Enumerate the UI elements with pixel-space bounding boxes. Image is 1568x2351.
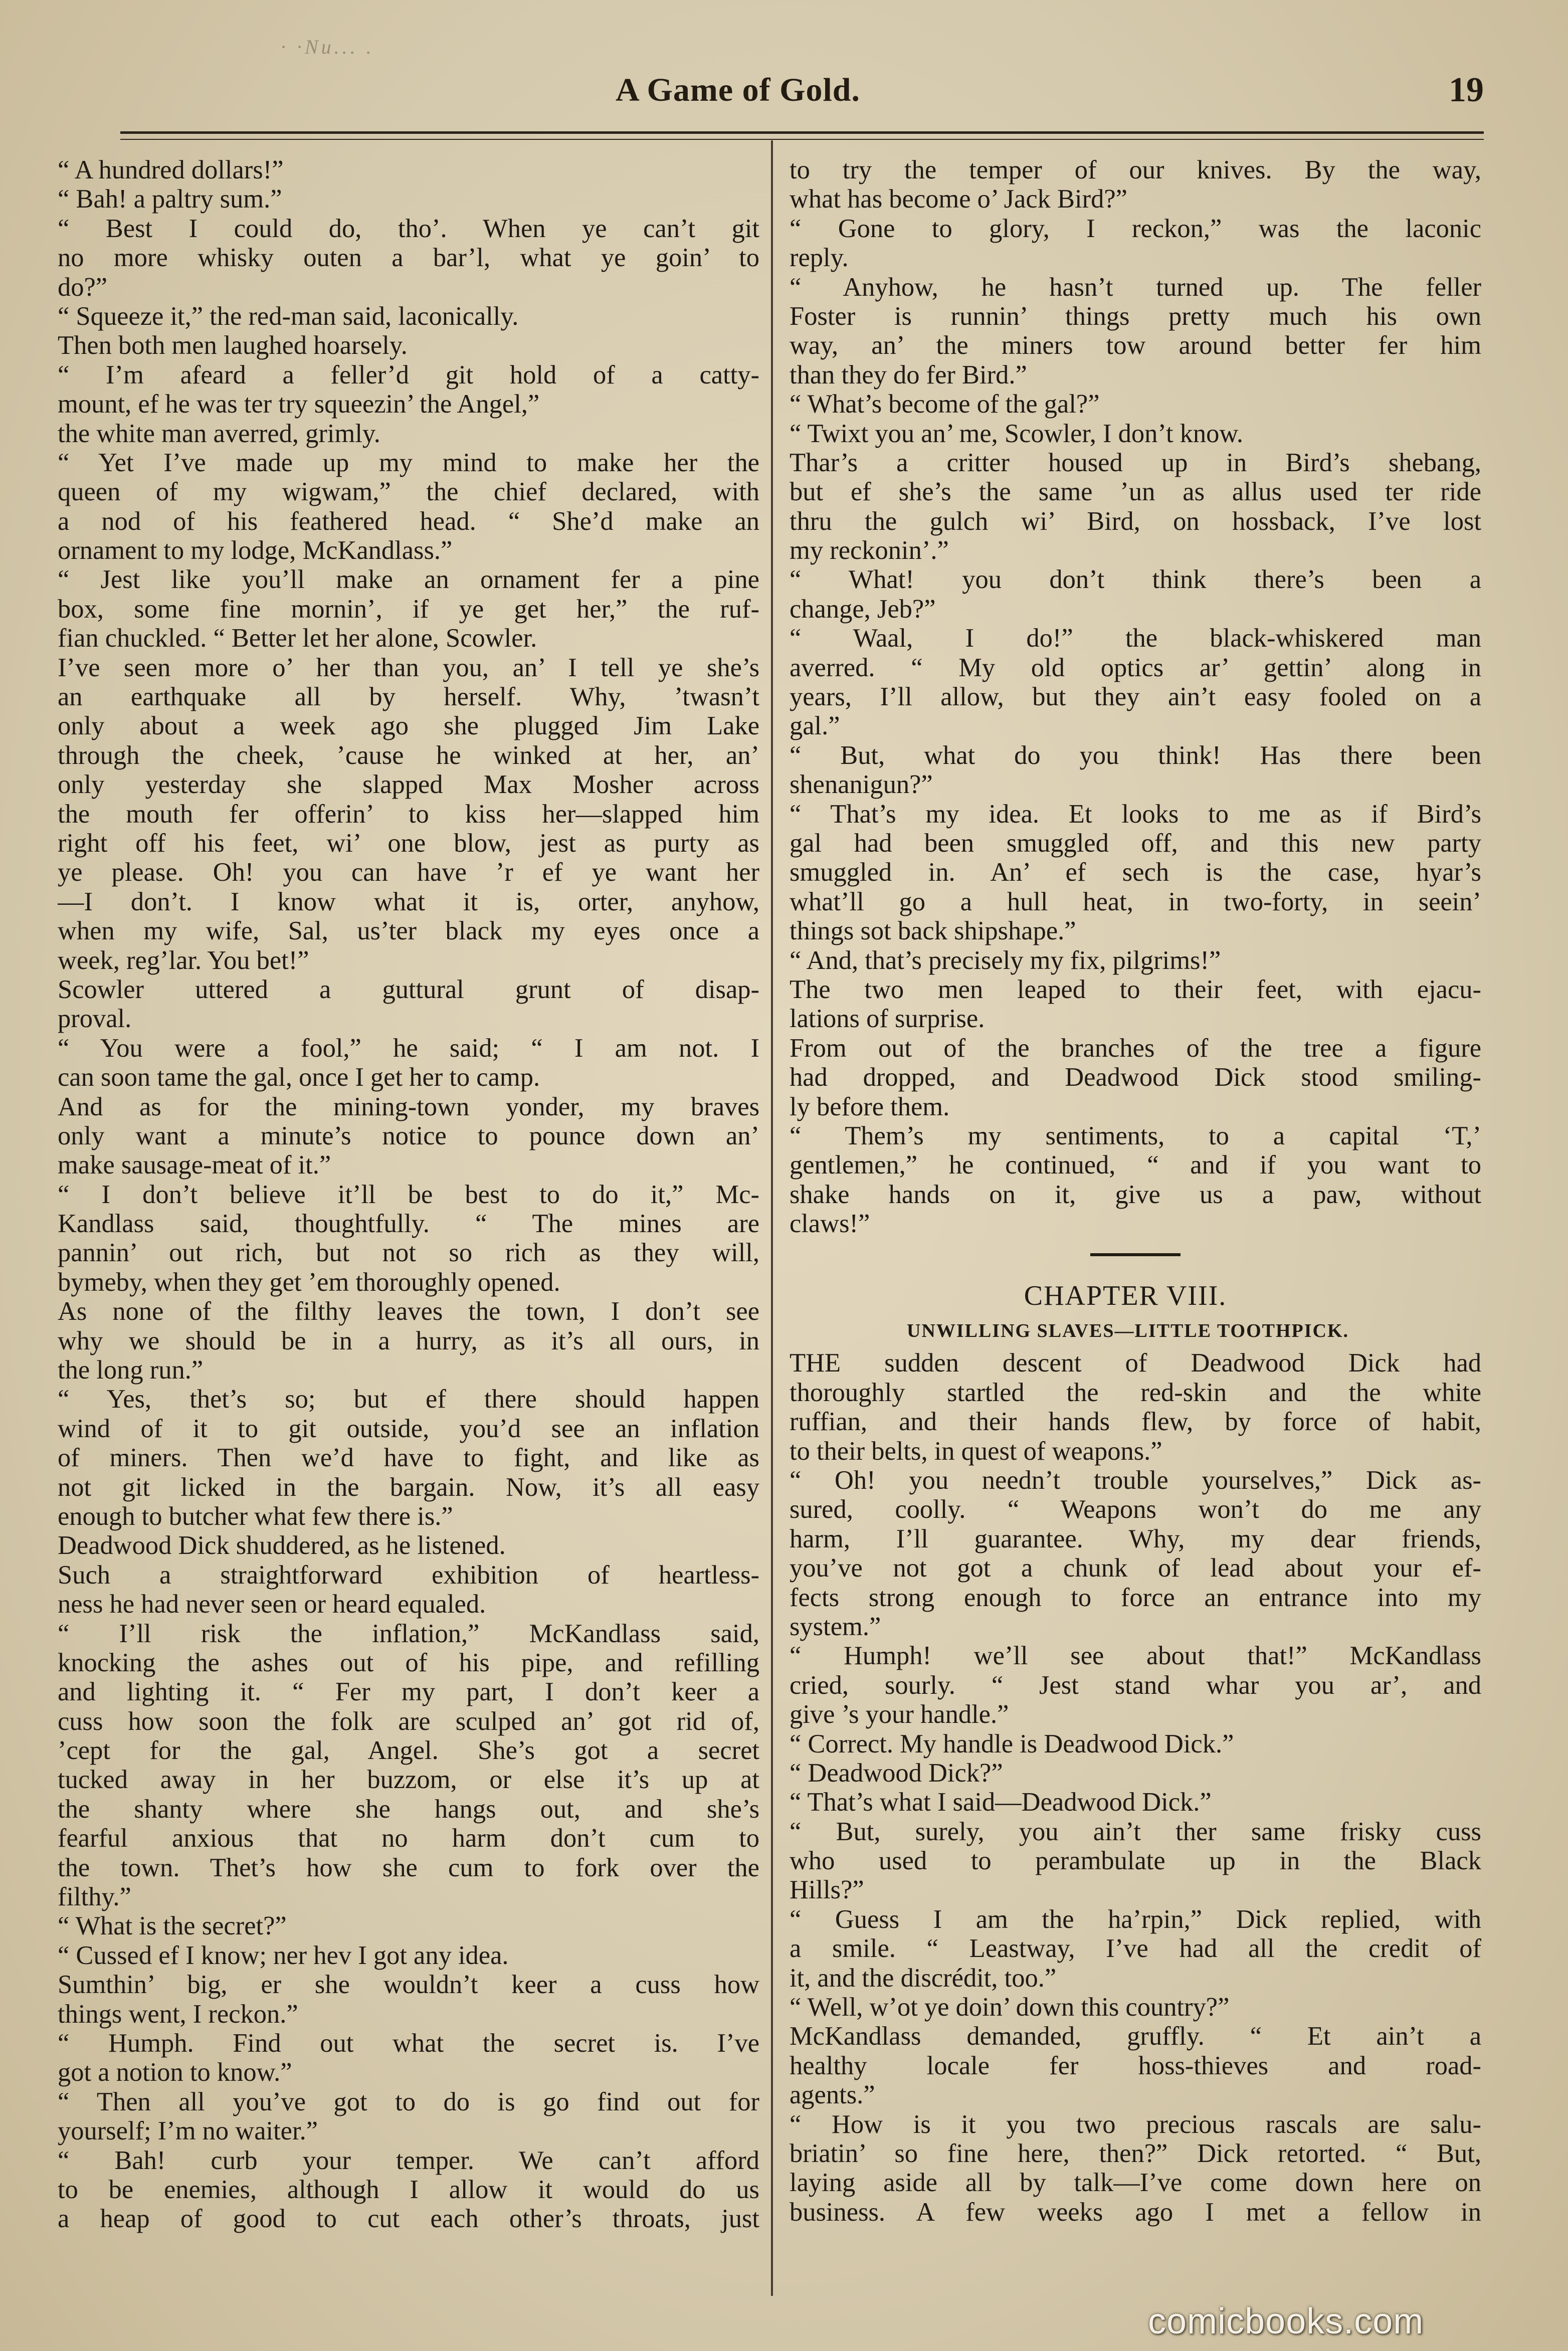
text-line: fian chuckled. “ Better let her alone, Scowler. [58,624,537,653]
text-line: “ Yet I’ve made up my mind to make her the [58,448,759,477]
text-line: Kandlass said, thoughtfully. “ The mines are [58,1209,759,1239]
text-line: “ Humph! we’ll see about that!” McKandlass [790,1641,1481,1671]
text-line: ornament to my lodge, McKandlass.” [58,536,453,565]
text-line: “ How is it you two precious rascals are salu- [790,2109,1481,2139]
text-line: “ Squeeze it,” the red-man said, laconically. [58,301,519,331]
chapter-subtitle: UNWILLING SLAVES—LITTLE TOOTHPICK. [906,1320,1349,1342]
text-line: “ Anyhow, he hasn’t turned up. The feller [790,272,1481,302]
text-line: pannin’ out rich, but not so rich as they will, [58,1238,759,1268]
text-line: a nod of his feathered head. “ She’d make an [58,506,759,536]
text-line: business. A few weeks ago I met a fellow in [790,2197,1481,2227]
text-line: shake hands on it, give us a paw, without [790,1180,1481,1209]
text-line: years, I’ll allow, but they ain’t easy fooled on a [790,682,1481,712]
text-line: “ Gone to glory, I reckon,” was the laconic [790,214,1481,243]
running-title: A Game of Gold. [616,72,860,108]
text-line: Hills?” [790,1875,864,1905]
text-line: “ What! you don’t think there’s been a [790,565,1481,595]
text-line: “ But, surely, you ain’t ther same frisky cuss [790,1817,1481,1846]
text-line: thoroughly startled the red-skin and the white [790,1378,1481,1407]
text-line: to try the temper of our knives. By the way, [790,155,1481,184]
text-line: “ Jest like you’ll make an ornament fer a pine [58,565,759,595]
text-line: my reckonin’.” [790,536,949,565]
text-line: you’ve not got a chunk of lead about your ef- [790,1553,1481,1583]
text-line: Foster is runnin’ things pretty much his own [790,301,1481,331]
text-line: “ Guess I am the ha’rpin,” Dick replied, with [790,1904,1481,1934]
header-smudge: · ·Nu... . [281,36,374,58]
text-line: “ Then all you’ve got to do is go find out for [58,2087,759,2116]
text-line: but ef she’s the same ’un as allus used ter ride [790,477,1481,507]
text-line: ness he had never seen or heard equaled. [58,1590,486,1619]
text-line: only yesterday she slapped Max Mosher across [58,770,759,800]
chapter-separator-rule [1090,1253,1181,1256]
text-line: only want a minute’s notice to pounce down an’ [58,1121,759,1150]
text-line: change, Jeb?” [790,594,936,624]
text-line: reply. [790,243,849,273]
text-line: “ Twixt you an’ me, Scowler, I don’t know. [790,419,1244,448]
text-line: McKandlass demanded, gruffly. “ Et ain’t a [790,2022,1481,2051]
text-line: do?” [58,272,108,302]
right-column-text-before-chapter [790,155,1481,1238]
text-line: system.” [790,1612,881,1641]
text-line: than they do fer Bird.” [790,360,1027,389]
header-rule [120,131,1484,140]
text-line: through the cheek, ’cause he winked at her, an’ [58,740,759,770]
text-line: queen of my wigwam,” the chief declared, with [58,477,759,507]
text-line: Then both men laughed hoarsely. [58,331,408,360]
text-line: “ Humph. Find out what the secret is. I’ve [58,2029,759,2058]
text-line: fects strong enough to force an entrance into my [790,1583,1481,1612]
chapter-heading: CHAPTER VIII. [1024,1280,1227,1312]
text-line: the mouth fer offerin’ to kiss her—slapped him [58,799,759,829]
text-line: “ What’s become of the gal?” [790,389,1100,419]
text-line: a smile. “ Leastway, I’ve had all the credit of [790,1934,1481,1964]
text-line: enough to butcher what few there is.” [58,1501,453,1531]
text-line: right off his feet, wi’ one blow, jest as purty as [58,828,759,858]
text-line: “ Yes, thet’s so; but ef there should happen [58,1385,759,1414]
text-line: smuggled in. An’ ef sech is the case, hyar’s [790,858,1481,887]
text-line: “ That’s what I said—Deadwood Dick.” [790,1788,1212,1817]
text-line: “ I’m afeard a feller’d git hold of a catty- [58,360,759,389]
text-line: the long run.” [58,1355,204,1385]
text-line: “ Deadwood Dick?” [790,1758,1003,1788]
left-column [58,155,759,2281]
text-line: “ Oh! you needn’t trouble yourselves,” Dick as- [790,1466,1481,1495]
text-line: “ And, that’s precisely my fix, pilgrims!” [790,945,1221,975]
text-line: things went, I reckon.” [58,1999,298,2029]
text-line: averred. “ My old optics ar’ gettin’ along in [790,653,1481,682]
text-line: wind of it to git outside, you’d see an inflation [58,1414,759,1443]
text-line: agents.” [790,2080,875,2110]
text-line: knocking the ashes out of his pipe, and refilling [58,1648,759,1677]
text-line: tucked away in her buzzom, or else it’s up at [58,1765,759,1795]
text-line: “ But, what do you think! Has there been [790,740,1481,770]
text-line: “ I don’t believe it’ll be best to do it,” Mc- [58,1180,759,1209]
text-line: the shanty where she hangs out, and she’s [58,1794,759,1824]
text-line: “ What is the secret?” [58,1911,287,1941]
text-line: thru the gulch wi’ Bird, on hossback, I’ve lost [790,506,1481,536]
text-line: can soon tame the gal, once I get her to camp. [58,1063,540,1092]
text-line: had dropped, and Deadwood Dick stood smiling- [790,1063,1481,1092]
text-line: Scowler uttered a guttural grunt of disap- [58,974,759,1004]
text-line: Sumthin’ big, er she wouldn’t keer a cuss how [58,1970,759,2000]
text-line: The two men leaped to their feet, with ejacu- [790,974,1481,1004]
text-line: ’cept for the gal, Angel. She’s got a secret [58,1736,759,1766]
right-column-text-after-chapter [790,1348,1481,2227]
text-line: cried, sourly. “ Jest stand whar you ar’, and [790,1670,1481,1700]
text-line: “ Them’s my sentiments, to a capital ‘T,’ [790,1121,1481,1150]
text-line: “ Waal, I do!” the black-whiskered man [790,624,1481,653]
text-line: what has become o’ Jack Bird?” [790,184,1127,214]
text-line: to be enemies, although I allow it would do us [58,2175,759,2204]
text-line: why we should be in a hurry, as it’s all ours, in [58,1326,759,1355]
text-line: gal had been smuggled off, and this new party [790,828,1481,858]
text-line: who used to perambulate up in the Black [790,1846,1481,1876]
text-line: bymeby, when they get ’em thoroughly opened. [58,1267,560,1297]
text-line: briatin’ so fine here, then?” Dick retorted. “ But, [790,2139,1481,2168]
text-line: give ’s your handle.” [790,1700,1009,1729]
text-line: “ Cussed ef I know; ner hev I got any idea. [58,1940,509,1970]
text-line: the white man averred, grimly. [58,419,380,448]
page-number: 19 [1449,71,1484,109]
text-line: And as for the mining-town yonder, my braves [58,1092,759,1121]
right-column [790,155,1481,2281]
text-line: sured, coolly. “ Weapons won’t do me any [790,1495,1481,1524]
text-line: ly before them. [790,1092,950,1121]
text-line: yourself; I’m no waiter.” [58,2116,318,2146]
text-line: got a notion to know.” [58,2058,292,2087]
text-line: “ Best I could do, tho’. When ye can’t git [58,214,759,243]
text-line: filthy.” [58,1882,131,1912]
site-watermark: comicbooks.com [1148,2301,1424,2341]
text-line: a heap of good to cut each other’s throats, just [58,2204,759,2234]
text-line: only about a week ago she plugged Jim Lake [58,711,759,741]
text-line: no more whisky outen a bar’l, what ye goin’ to [58,243,759,273]
text-line: Such a straightforward exhibition of heartless- [58,1560,759,1590]
text-line: Deadwood Dick shuddered, as he listened. [58,1531,506,1560]
text-line: laying aside all by talk—I’ve come down here on [790,2168,1481,2198]
text-line: cuss how soon the folk are sculped an’ got rid of, [58,1706,759,1736]
text-line: Thar’s a critter housed up in Bird’s shebang, [790,448,1481,477]
text-line: “ Bah! a paltry sum.” [58,184,282,214]
text-line: “ That’s my idea. Et looks to me as if Bird’s [790,799,1481,829]
text-line: “ A hundred dollars!” [58,155,284,184]
text-line: shenanigun?” [790,770,933,800]
text-line: make sausage-meat of it.” [58,1150,331,1180]
text-line: “ You were a fool,” he said; “ I am not. I [58,1033,759,1063]
text-line: and lighting it. “ Fer my part, I don’t keer a [58,1677,759,1707]
text-line: when my wife, Sal, us’ter black my eyes once a [58,916,759,946]
text-line: of miners. Then we’d have to fight, and like as [58,1443,759,1473]
text-line: “ Bah! curb your temper. We can’t afford [58,2145,759,2175]
text-line: “ Correct. My handle is Deadwood Dick.” [790,1729,1234,1758]
text-line: to their belts, in quest of weapons.” [790,1436,1162,1466]
text-line: week, reg’lar. You bet!” [58,945,309,975]
text-line: not git licked in the bargain. Now, it’s all easy [58,1472,759,1502]
text-line: the town. Thet’s how she cum to fork over the [58,1853,759,1882]
text-line: way, an’ the miners tow around better fer him [790,331,1481,360]
text-line: “ Well, w’ot ye doin’ down this country?” [790,1993,1230,2022]
text-line: ruffian, and their hands flew, by force of habit, [790,1407,1481,1437]
text-line: box, some fine mornin’, if ye get her,” the ruf- [58,594,759,624]
text-line: From out of the branches of the tree a figure [790,1033,1481,1063]
text-line: lations of surprise. [790,1004,985,1034]
column-divider [771,140,773,2296]
text-line: harm, I’ll guarantee. Why, my dear friends, [790,1524,1481,1553]
text-line: gentlemen,” he continued, “ and if you want to [790,1150,1481,1180]
text-line: As none of the filthy leaves the town, I don’t see [58,1297,759,1326]
text-line: it, and the discrédit, too.” [790,1963,1057,1993]
text-line: claws!” [790,1209,870,1239]
text-line: I’ve seen more o’ her than you, an’ I tell ye she’s [58,653,759,682]
text-line: —I don’t. I know what it is, orter, anyhow, [58,887,759,916]
text-line: mount, ef he was ter try squeezin’ the Angel,” [58,389,540,419]
text-line: things sot back shipshape.” [790,916,1076,946]
text-line: “ I’ll risk the inflation,” McKandlass said, [58,1619,759,1648]
text-line: ye please. Oh! you can have ’r ef ye want her [58,858,759,887]
text-line: gal.” [790,711,840,741]
text-line: healthy locale fer hoss-thieves and road- [790,2051,1481,2080]
text-line: fearful anxious that no harm don’t cum to [58,1824,759,1853]
text-line: THE sudden descent of Deadwood Dick had [790,1348,1481,1378]
text-line: proval. [58,1004,132,1034]
text-line: what’ll go a hull heat, in two-forty, in seein’ [790,887,1481,916]
text-line: an earthquake all by herself. Why, ’twasn’t [58,682,759,712]
